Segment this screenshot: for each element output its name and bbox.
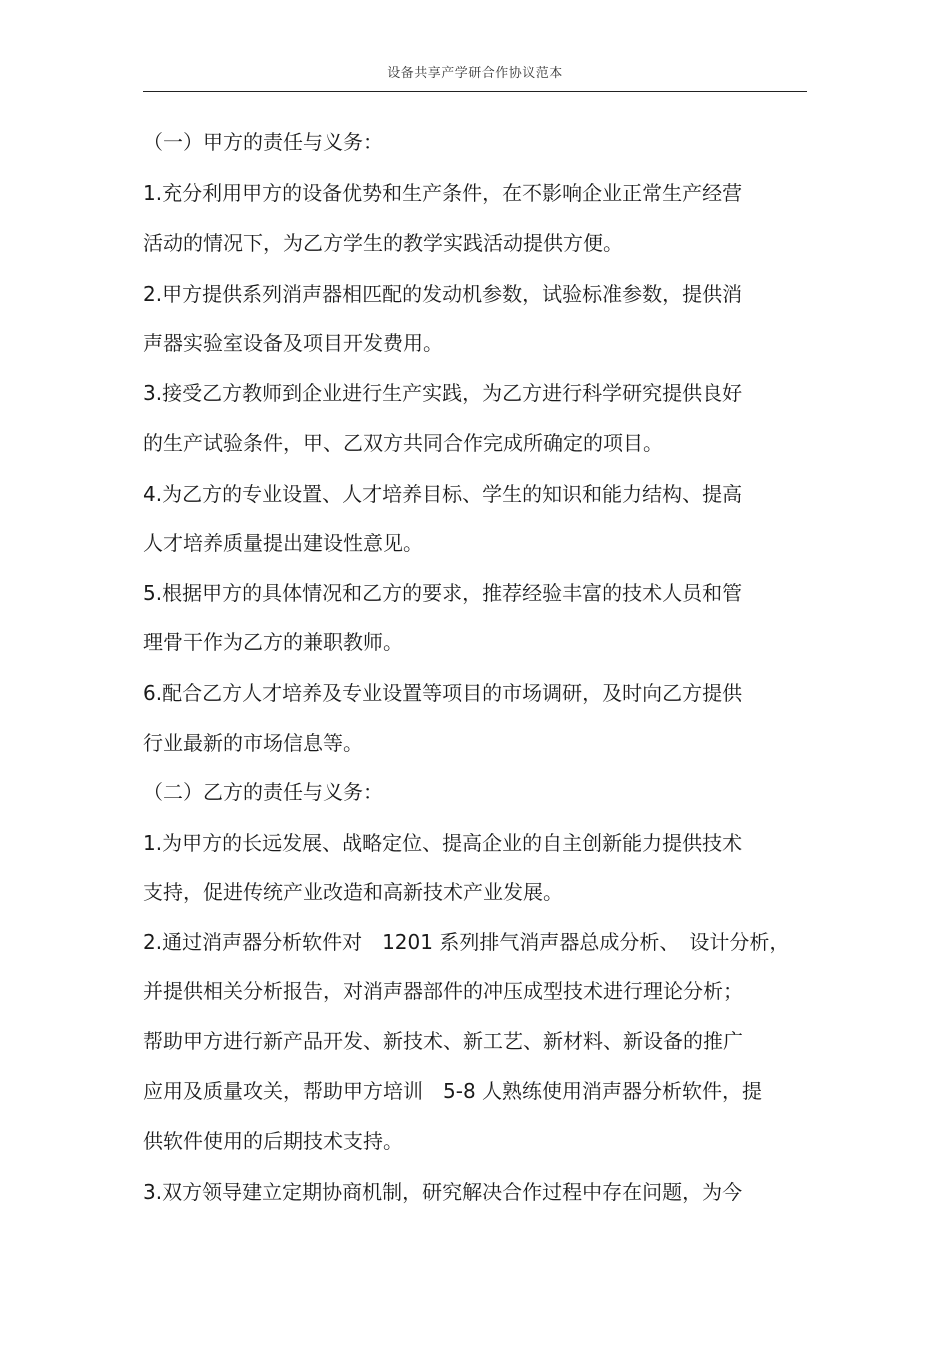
paragraph-line: 声器实验室设备及项目开发费用。 xyxy=(143,331,443,355)
paragraph-line: 人才培养质量提出建设性意见。 xyxy=(143,531,423,555)
paragraph-line: 1.为甲方的长远发展、战略定位、提高企业的自主创新能力提供技术 xyxy=(143,831,743,855)
paragraph-line: 支持，促进传统产业改造和高新技术产业发展。 xyxy=(143,880,563,904)
paragraph-line: 应用及质量攻关，帮助甲方培训 5-8 人熟练使用消声器分析软件，提 xyxy=(143,1079,763,1103)
paragraph-line: 理骨干作为乙方的兼职教师。 xyxy=(143,630,403,654)
section-heading-party-a: （一）甲方的责任与义务： xyxy=(143,130,383,154)
paragraph-line: 供软件使用的后期技术支持。 xyxy=(143,1129,403,1153)
paragraph-line: 并提供相关分析报告，对消声器部件的冲压成型技术进行理论分析； xyxy=(143,979,743,1003)
header-divider xyxy=(143,91,807,92)
paragraph-line: 3.接受乙方教师到企业进行生产实践，为乙方进行科学研究提供良好 xyxy=(143,381,743,405)
paragraph-line: 2.甲方提供系列消声器相匹配的发动机参数，试验标准参数，提供消 xyxy=(143,282,743,306)
paragraph-line: 3.双方领导建立定期协商机制，研究解决合作过程中存在问题，为今 xyxy=(143,1180,743,1204)
paragraph-line: 5.根据甲方的具体情况和乙方的要求，推荐经验丰富的技术人员和管 xyxy=(143,581,743,605)
paragraph-line: 1.充分利用甲方的设备优势和生产条件，在不影响企业正常生产经营 xyxy=(143,181,743,205)
paragraph-line: 帮助甲方进行新产品开发、新技术、新工艺、新材料、新设备的推广 xyxy=(143,1029,743,1053)
paragraph-line: 2.通过消声器分析软件对 1201 系列排气消声器总成分析、 设计分析， xyxy=(143,930,790,954)
paragraph-line: 行业最新的市场信息等。 xyxy=(143,731,363,755)
paragraph-line: 4.为乙方的专业设置、人才培养目标、学生的知识和能力结构、提高 xyxy=(143,482,743,506)
paragraph-line: 的生产试验条件，甲、乙双方共同合作完成所确定的项目。 xyxy=(143,431,663,455)
section-heading-party-b: （二）乙方的责任与义务： xyxy=(143,780,383,804)
paragraph-line: 6.配合乙方人才培养及专业设置等项目的市场调研，及时向乙方提供 xyxy=(143,681,743,705)
page-header-title: 设备共享产学研合作协议范本 xyxy=(387,66,563,81)
paragraph-line: 活动的情况下，为乙方学生的教学实践活动提供方便。 xyxy=(143,231,623,255)
